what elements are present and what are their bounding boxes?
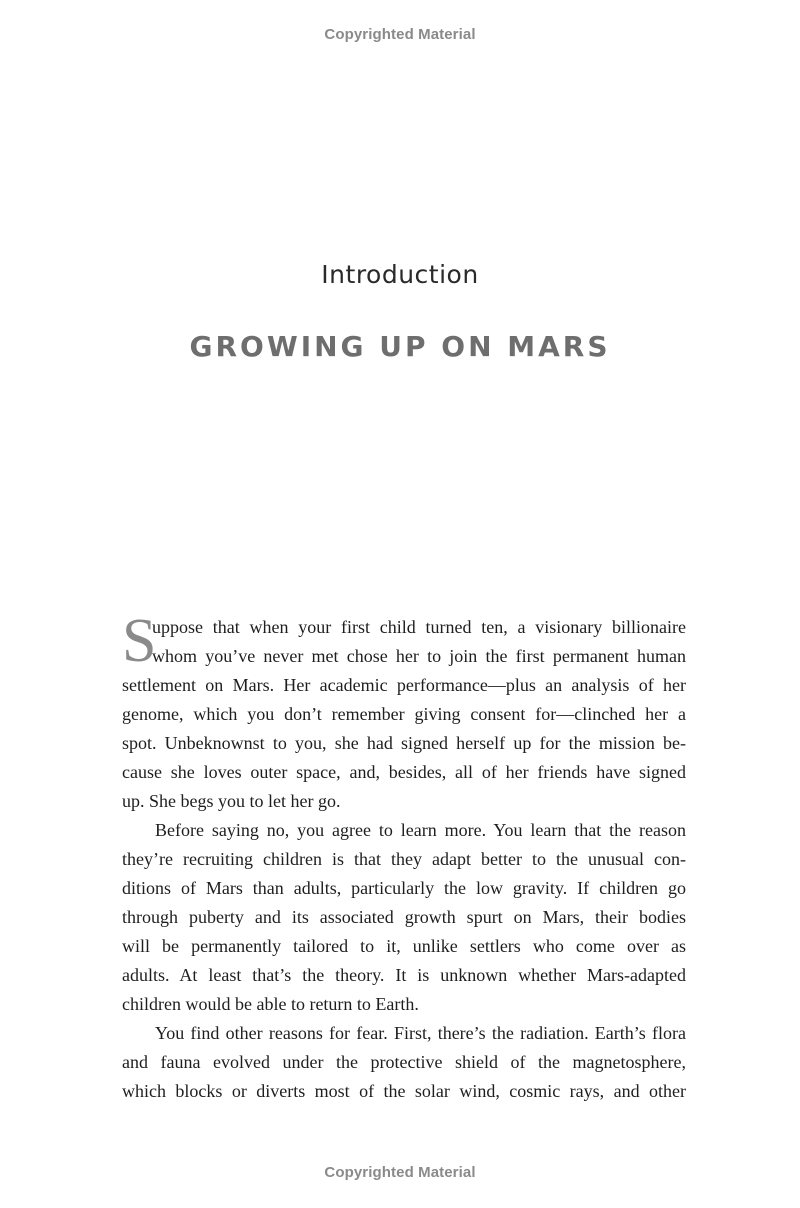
text-line: cause she loves outer space, and, besides, all of her friends have signed <box>122 762 686 782</box>
copyright-watermark-top: Copyrighted Material <box>324 26 476 43</box>
text-line: they’re recruiting children is that they adapt better to the unusual con- <box>122 849 686 869</box>
text-line: children would be able to return to Earth. <box>122 994 419 1014</box>
paragraph-3 <box>122 1019 686 1106</box>
text-line: and fauna evolved under the protective shield of the magnetosphere, <box>122 1052 686 1072</box>
body-text <box>122 607 686 1106</box>
chapter-label: Introduction <box>321 260 479 289</box>
chapter-title: GROWING UP ON MARS <box>189 330 611 363</box>
text-line-content: uppose that when your first child turned ten, a visionary billionaire <box>152 617 686 637</box>
text-line: adults. At least that’s the theory. It is unknown whether Mars-adapted <box>122 965 686 985</box>
text-line: up. She begs you to let her go. <box>122 791 341 811</box>
text-line: through puberty and its associated growth spurt on Mars, their bodies <box>122 907 686 927</box>
text-line: spot. Unbeknownst to you, she had signed herself up for the mission be- <box>122 733 686 753</box>
text-line: will be permanently tailored to it, unlike settlers who come over as <box>122 936 686 956</box>
copyright-watermark-bottom: Copyrighted Material <box>324 1164 476 1181</box>
text-line: ditions of Mars than adults, particularly the low gravity. If children go <box>122 878 686 898</box>
text-line: which blocks or diverts most of the solar wind, cosmic rays, and other <box>122 1081 686 1101</box>
drop-cap: S <box>122 607 157 675</box>
text-line: genome, which you don’t remember giving consent for—clinched her a <box>122 704 686 724</box>
text-line: settlement on Mars. Her academic performance—plus an analysis of her <box>122 675 686 695</box>
paragraph-1 <box>122 607 686 816</box>
text-line: whom you’ve never met chose her to join the first permanent human <box>152 646 686 666</box>
text-line: You find other reasons for fear. First, there’s the radiation. Earth’s flora <box>155 1023 686 1043</box>
paragraph-2 <box>122 816 686 1019</box>
text-line: Before saying no, you agree to learn more. You learn that the reason <box>155 820 686 840</box>
